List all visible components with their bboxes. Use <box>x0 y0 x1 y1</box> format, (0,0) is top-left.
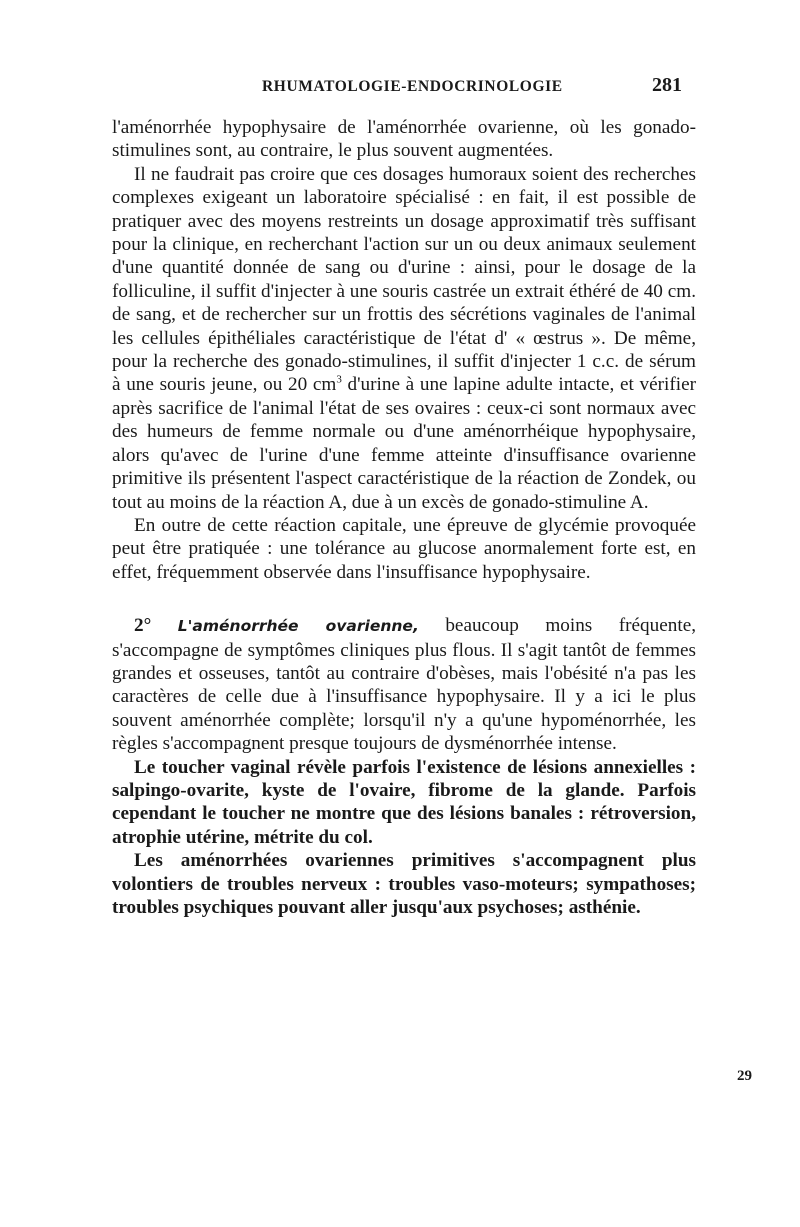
section-number: 2° <box>134 615 152 637</box>
paragraph-toucher-vaginal: Le toucher vaginal révèle parfois l'existence de lésions annexielles : salpingo-ovarite, kyste de l'ovaire, fibrome de la glande. Parfois cependant le toucher ne montre que des lésions banales : rétroversion, atrophie utérine, métrite du col. <box>112 756 696 848</box>
running-head: RHUMATOLOGIE-ENDOCRINOLOGIE <box>262 78 563 95</box>
signature-mark: 29 <box>737 1068 752 1084</box>
paragraph-section-2-text: beaucoup moins fréquente, s'accompagne de symptômes cliniques plus flous. Il s'agit tantôt de femmes grandes et osseuses, tantôt au contraire d'obèses, mais l'obésité n'a pas les caractères de celle due à l'insuffisance hypophysaire. Il y a ici le plus souvent aménorrhée complète; lorsqu'il n'y a qu'une hypoménorrhée, les règles s'accompagnent presque toujours de dysménorrhée intense. <box>112 615 697 755</box>
paragraph-amenorrhees-primitives: Les aménorrhées ovariennes primitives s'accompagnent plus volontiers de troubles nerveux : troubles vaso-moteurs; sympathoses; troubles psychiques pouvant aller jusqu'aux psychoses; asthénie. <box>112 850 696 918</box>
paragraph-continuation: l'aménorrhée hypophysaire de l'aménorrhée ovarienne, où les gonado-stimulines sont, au contraire, le plus souvent augmentées. <box>112 117 696 162</box>
superscript-cubic: 3 <box>336 374 342 387</box>
page-header <box>112 70 696 104</box>
paragraph-section-2 <box>112 614 696 755</box>
document-page <box>112 70 696 919</box>
paragraph-glycemie: En outre de cette réaction capitale, une épreuve de glycémie provoquée peut être pratiquée : une tolérance au glucose anormalement forte est, en effet, fréquemment observée dans l'insuffisance hypophysaire. <box>112 514 696 583</box>
paragraph-dosages-text-1: Il ne faudrait pas croire que ces dosages humoraux soient des recherches complexes exigeant un laboratoire spécialisé : en fait, il est possible de pratiquer avec des moyens restreints un dosage approximatif très suffisant pour la clinique, en recherchant l'action sur un ou deux animaux seulement d'une quantité donnée de sang ou d'urine : ainsi, pour le dosage de la folliculine, il suffit d'injecter à une souris castrée un extrait éthéré de 40 cm. de sang, et de rechercher sur un frottis des sécrétions vaginales de l'animal les cellules épithéliales caractéristique de l'état d' « œstrus ». De même, pour la recherche des gonado-stimulines, il suffit d'injecter 1 c.c. de sérum à une souris jeune, ou 20 cm <box>112 163 696 396</box>
paragraph-dosages <box>112 163 696 514</box>
section-gap <box>112 584 696 614</box>
section-title: L'aménorrhée ovarienne, <box>177 617 419 636</box>
paragraph-dosages-text-2: d'urine à une lapine adulte intacte, et vérifier après sacrifice de l'animal l'état de ses ovaires : ceux-ci sont normaux avec des humeurs de femme normale ou d'une aménorrhéique hypophysaire, alors qu'avec de l'urine d'une femme atteinte d'insuffisance ovarienne primitive ils présentent l'aspect caractéristique de la réaction de Zondek, ou tout au moins de la réaction A, due à un excès de gonado-stimuline A. <box>112 374 696 513</box>
page-number: 281 <box>652 74 682 96</box>
